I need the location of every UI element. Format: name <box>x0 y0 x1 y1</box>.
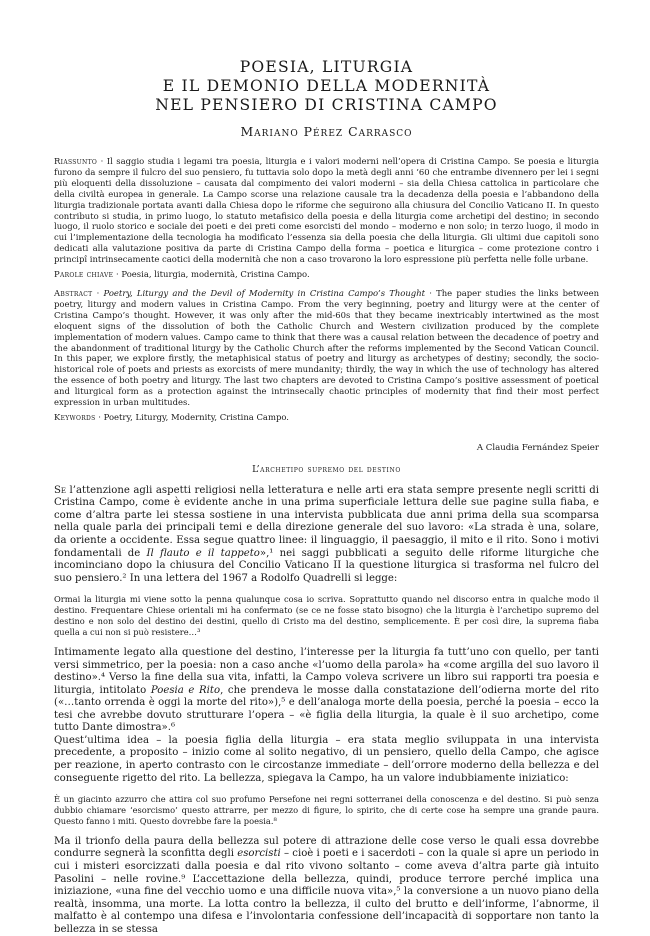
parole-chiave-label: Parole chiave <box>54 269 114 280</box>
body-paragraph-3: Quest’ultima idea – la poesia figlia della liturgia – era stata meglio sviluppata in una intervista precedente, a proposito – inizio come al solito negativo, di un pensiero, quello della Campo, che agisce per reazione, in aperto contrasto con le circostanze immediate – dell’orrore moderno della bellezza e del conseguente rigetto del rito. La bellezza, spiegava la Campo, ha un valore indubbiamente iniziatico: <box>54 734 599 784</box>
title-line-2: E IL DEMONIO DELLA MODERNITÀ <box>162 77 491 95</box>
riassunto-text: · Il saggio studia i legami tra poesia, liturgia e i valori moderni nell’opera di Cristina Campo. Se poesia e liturgia furono da sempre il fulcro del suo pensiero, fu tuttavia solo dopo la metà degli anni ’60 che entrambe divennero per lei i segni più eloquenti della dissoluzione – causata dal compimento dei valori moderni – sia della Chiesa cattolica in particolare che della civiltà europea in generale. La Campo scorse una relazione causale tra la decadenza della poesia e l’abbandono della liturgia tradizionale portata avanti dalla Chiesa dopo le riforme che seguirono alla chiusura del Concilio Vaticano II. In questo contributo si studia, in primo luogo, lo statuto metafisico della poesia e della liturgia come archetipi del destino; in secondo luogo, il ruolo storico e sociale dei poeti e dei preti come esorcisti del mondo – moderno e non solo; in terzo luogo, il modo in cui l’implementazione della tecnologia ha modificato l’essenza sia della poesia che della liturgia. Gli ultimi due capitoli sono dedicati alla valutazione positiva da parte di Cristina Campo della forma – poetica e liturgica – come protezione contro i principî intrinsecamente caotici della modernità che non a caso trovarono la loro espressione più perfetta nelle folle urbane. <box>54 156 599 265</box>
p1-italic-title: Il flauto e il tappeto <box>146 547 260 559</box>
article-title <box>54 58 599 115</box>
riassunto-label: Riassunto <box>54 156 98 166</box>
p1-text-b: »,¹ nei saggi pubblicati a seguito delle riforme liturgiche che incominciano dopo la chiusura del Concilio Vaticano II la questione liturgica si trasforma nel fulcro del suo pensiero.² In una lettera del 1967 a Rodolfo Quadrelli si legge: <box>54 547 600 584</box>
p2-text-b: , che prendeva le mosse dalla constatazione dell’odierna morte del rito («…tanto orrenda è oggi la morte del rito»),⁵ e dell’analoga morte della poesia, perché la poesia – ecco la tesi che avrebbe dovuto strutturare l’opera – «è figlia della liturgia, la quale è il suo archetipo, come tutto Dante dimostra».⁶ <box>54 684 599 734</box>
parole-chiave-text: · Poesia, liturgia, modernità, Cristina Campo. <box>113 269 310 280</box>
riassunto-paragraph <box>54 156 599 265</box>
parole-chiave-paragraph <box>54 269 599 280</box>
abstract-separator: · <box>92 287 104 298</box>
section-heading: L’archetipo supremo del destino <box>252 463 401 475</box>
abstract-label: Abstract <box>54 287 93 298</box>
body-paragraph-1 <box>54 485 599 585</box>
keywords-paragraph <box>54 412 599 423</box>
abstract-text: · The paper studies the links between poetry, liturgy and modern values in Cristina Campo. From the very beginning, poetry and liturgy were at the center of Cristina Campo’s thought. However, it was only after the mid-60s that they became inextricably intertwined as the most eloquent signs of the dissolution of both the Catholic Church and Western civilization produced by the complete implementation of modern values. Campo came to think that there was a causal relation between the decadence of poetry and the abandonment of traditional liturgy by the Catholic Church after the reforms implemented by the Second Vatican Council. In this paper, we explore firstly, the metaphisical status of poetry and liturgy as archetypes of destiny; secondly, the socio-historical role of poets and priests as exorcists of mere mundanity; thirdly, the way in which the use of technology has altered the essence of both poetry and liturgy. The last two chapters are devoted to Cristina Campo’s positive assessment of poetical and liturgical form as a protection against the intrinsecally chaotic principles of modernity that find their most perfect expression in urban multitudes. <box>54 287 600 408</box>
p2-text-a: Intimamente legato alla questione del destino, l’interesse per la liturgia fa tutt’uno con quello, per tanti versi simmetrico, per la poesia: non a caso anche «l’uomo della parola» ha «come argilla del suo lavoro il destino».⁴ Verso la fine della sua vita, infatti, la Campo voleva scrivere un libro sui rapporti tra poesia e liturgia, intitolato <box>54 647 599 696</box>
block-quote-1: Ormai la liturgia mi viene sotto la penna qualunque cosa io scriva. Soprattutto quando nel discorso entra in qualche modo il destino. Frequentare Chiese orientali mi ha confermato (se ce ne fosse stato bisogno) che la liturgia è l’archetipo supremo del destino e non solo del destino dei destini, quello di Cristo ma del destino, semplicemente. È per così dire, la suprema fiaba quella a cui non si può resistere…³ <box>54 594 599 638</box>
p2-italic-title: Poesia e Rito <box>150 684 221 696</box>
body-paragraph-2 <box>54 647 599 735</box>
p4-text-b: – cioè i poeti e i sacerdoti – con la quale si apre un periodo in cui i misteri esorcizzati dalla poesia e dal rito vivono soltanto – come aveva d’altra parte già intuito Pasolini – nelle rovine.⁹ L’accettazione della bellezza, quindi, produce terrore perché implica una iniziazione, «una fine del vecchio uomo e una difficile nuova vita»,⁵ la conversione a un nuovo piano della realtà, insomma, una morte. La lotta contro la bellezza, il culto del brutto e dell’informe, l’abnorme, il malfatto è al contempo una difesa e l’involontaria confessione dell’incapacità di sopportare non tanto la bellezza in se stessa <box>54 848 600 935</box>
body-paragraph-4 <box>54 836 599 936</box>
article-page <box>54 0 599 936</box>
author-name: Mariano Pérez Carrasco <box>240 124 413 139</box>
title-line-3: NEL PENSIERO DI CRISTINA CAMPO <box>155 96 498 114</box>
abstract-paragraph <box>54 288 599 408</box>
keywords-text: · Poetry, Liturgy, Modernity, Cristina Campo. <box>95 411 289 422</box>
opening-small-caps: Se <box>54 484 67 496</box>
p4-italic-word: esorcisti <box>237 848 281 860</box>
abstract-english-title: Poetry, Liturgy and the Devil of Modernity in Cristina Campo’s Thought <box>103 287 426 298</box>
keywords-label: Keywords <box>54 411 96 422</box>
dedication: A Claudia Fernández Speier <box>476 442 599 453</box>
p4-text-a: Ma il trionfo della paura della bellezza sul potere di attrazione delle cose verso le quali essa dovrebbe condurre segnerà la sconfitta degli <box>54 835 599 860</box>
title-line-1: POESIA, LITURGIA <box>239 58 414 76</box>
p1-text-a: l’attenzione agli aspetti religiosi nella letteratura e nelle arti era stata sempre presente negli scritti di Cristina Campo, come è evidente anche in una prima superficiale lettura delle sue pagine sulla fiaba, e come d’altra parte lei stessa sostiene in una intervista pubblicata due anni prima della sua scomparsa nella quale parla dei principali temi e della direzione generale del suo lavoro: «La strada è una, solare, da oriente a occidente. Essa segue quattro linee: il linguaggio, il paesaggio, il mito e il rito. Sono i motivi fondamentali de <box>54 484 599 559</box>
block-quote-2: È un giacinto azzurro che attira col suo profumo Persefone nei regni sotterranei della conoscenza e del destino. Si può senza dubbio chiamare ‘esorcismo’ questo attrarre, per mezzo di figure, lo spirito, che di certe cose ha sempre una grande paura. Questo fanno i miti. Questo dovrebbe fare la poesia.⁸ <box>54 794 599 826</box>
